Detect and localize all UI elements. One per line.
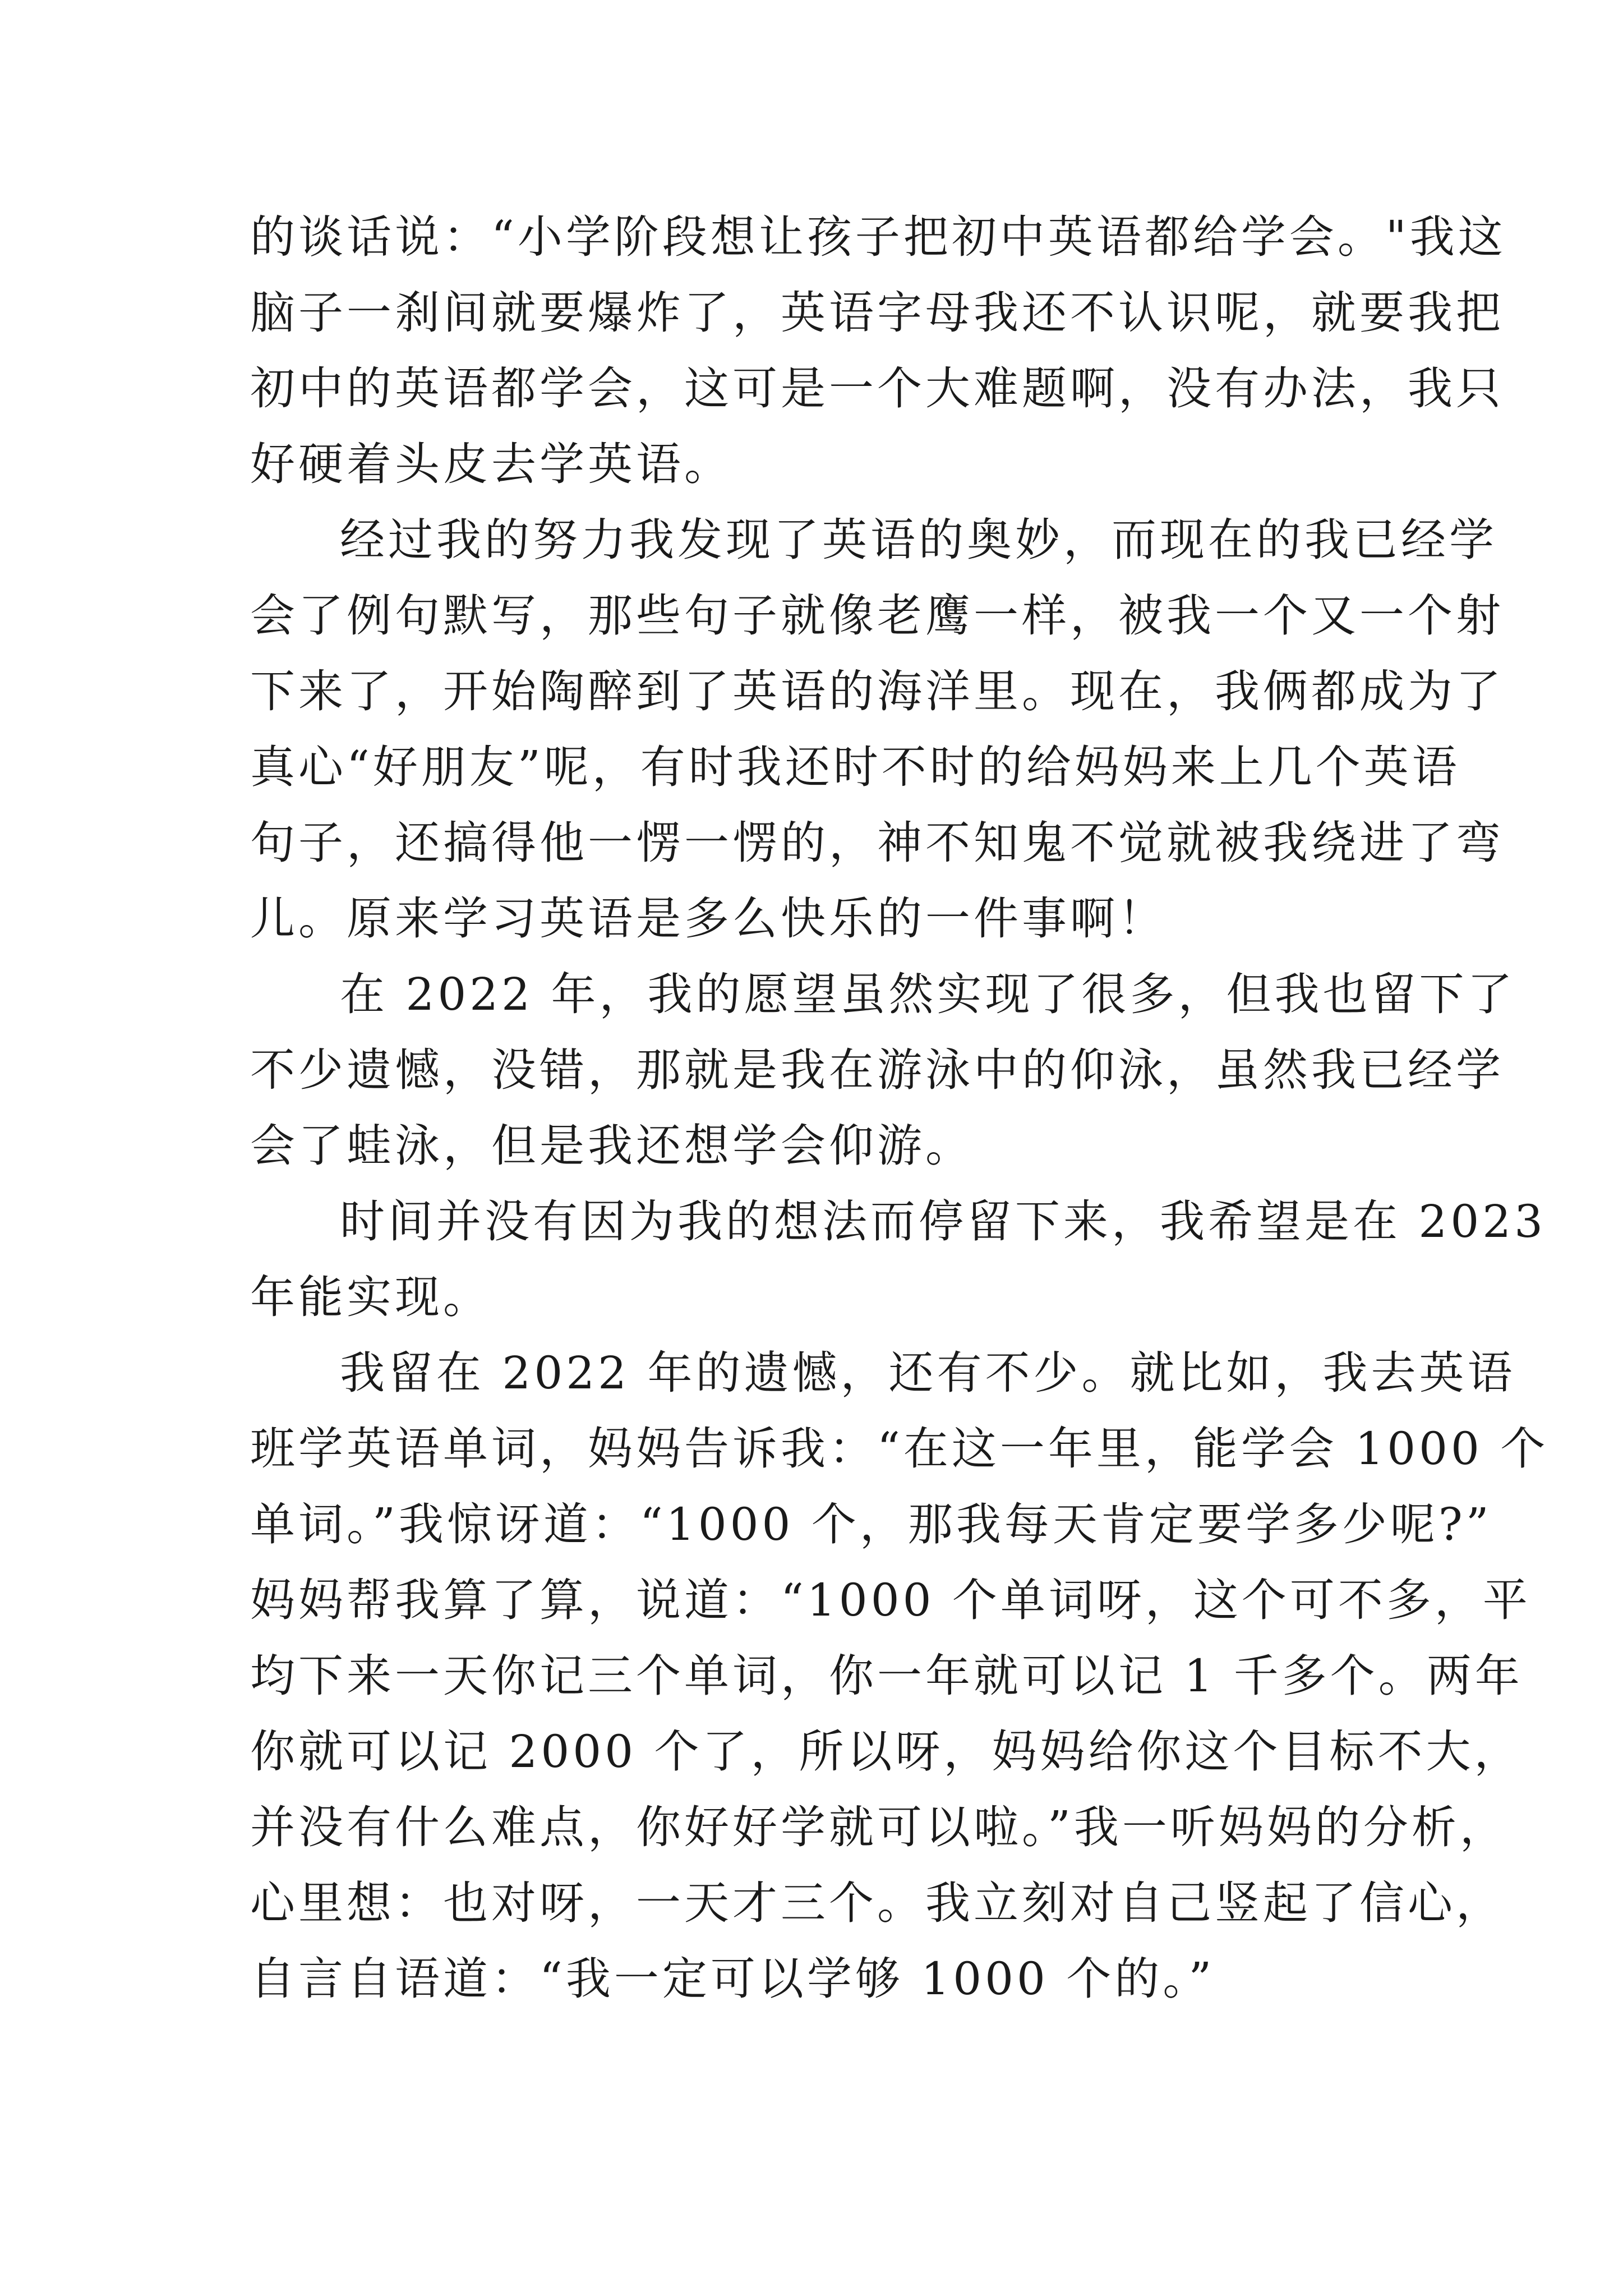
text-line: 不少遗憾，没错，那就是我在游泳中的仰泳，虽然我已经学 [250,1044,1504,1096]
text-line: 在 2022 年，我的愿望虽然实现了很多，但我也留下了 [340,968,1516,1020]
text-line: 会了例句默写，那些句子就像老鹰一样，被我一个又一个射 [250,590,1504,642]
text-line: 班学英语单词，妈妈告诉我：“在这一年里，能学会 1000 个 [250,1423,1549,1475]
text-line: 单词。”我惊讶道：“1000 个，那我每天肯定要学多少呢?” [250,1498,1492,1550]
text-line: 下来了，开始陶醉到了英语的海洋里。现在，我俩都成为了 [250,665,1504,717]
text-line: 你就可以记 2000 个了，所以呀，妈妈给你这个目标不大， [250,1726,1523,1778]
text-line: 好硬着头皮去学英语。 [250,438,732,490]
paragraph-1 [250,199,1506,502]
text-line: 妈妈帮我算了算，说道：“1000 个单词呀，这个可不多，平 [250,1574,1531,1626]
text-line: 经过我的努力我发现了英语的奥妙，而现在的我已经学 [340,514,1497,566]
paragraph-3 [250,956,1516,1184]
text-line: 并没有什么难点，你好好学就可以啦。”我一听妈妈的分析， [250,1801,1508,1853]
body-text [250,199,1549,2017]
paragraph-4 [250,1184,1547,1335]
paragraph-2 [250,502,1504,956]
text-line: 儿。原来学习英语是多么快乐的一件事啊！ [250,892,1166,945]
text-line: 时间并没有因为我的想法而停留下来，我希望是在 2023 [340,1195,1547,1248]
text-line: 我留在 2022 年的遗憾，还有不少。就比如，我去英语 [340,1347,1516,1399]
text-line: 句子，还搞得他一愣一愣的，神不知鬼不觉就被我绕进了弯 [250,817,1504,869]
text-line: 均下来一天你记三个单词，你一年就可以记 1 千多个。两年 [250,1650,1523,1702]
text-line: 会了蛙泳，但是我还想学会仰游。 [250,1120,974,1172]
text-line: 真心“好朋友”呢，有时我还时不时的给妈妈来上几个英语 [250,741,1460,793]
text-line: 初中的英语都学会，这可是一个大难题啊，没有办法，我只 [250,362,1504,415]
text-line: 的谈话说：“小学阶段想让孩子把初中英语都给学会。"我这 [250,211,1506,263]
text-line: 年能实现。 [250,1271,491,1323]
text-line: 自言自语道：“我一定可以学够 1000 个的。” [250,1953,1215,2005]
paragraph-5 [250,1335,1549,2017]
text-line: 心里想：也对呀，一天才三个。我立刻对自己竖起了信心， [250,1877,1504,1929]
text-line: 脑子一刹间就要爆炸了，英语字母我还不认识呢，就要我把 [250,287,1504,339]
